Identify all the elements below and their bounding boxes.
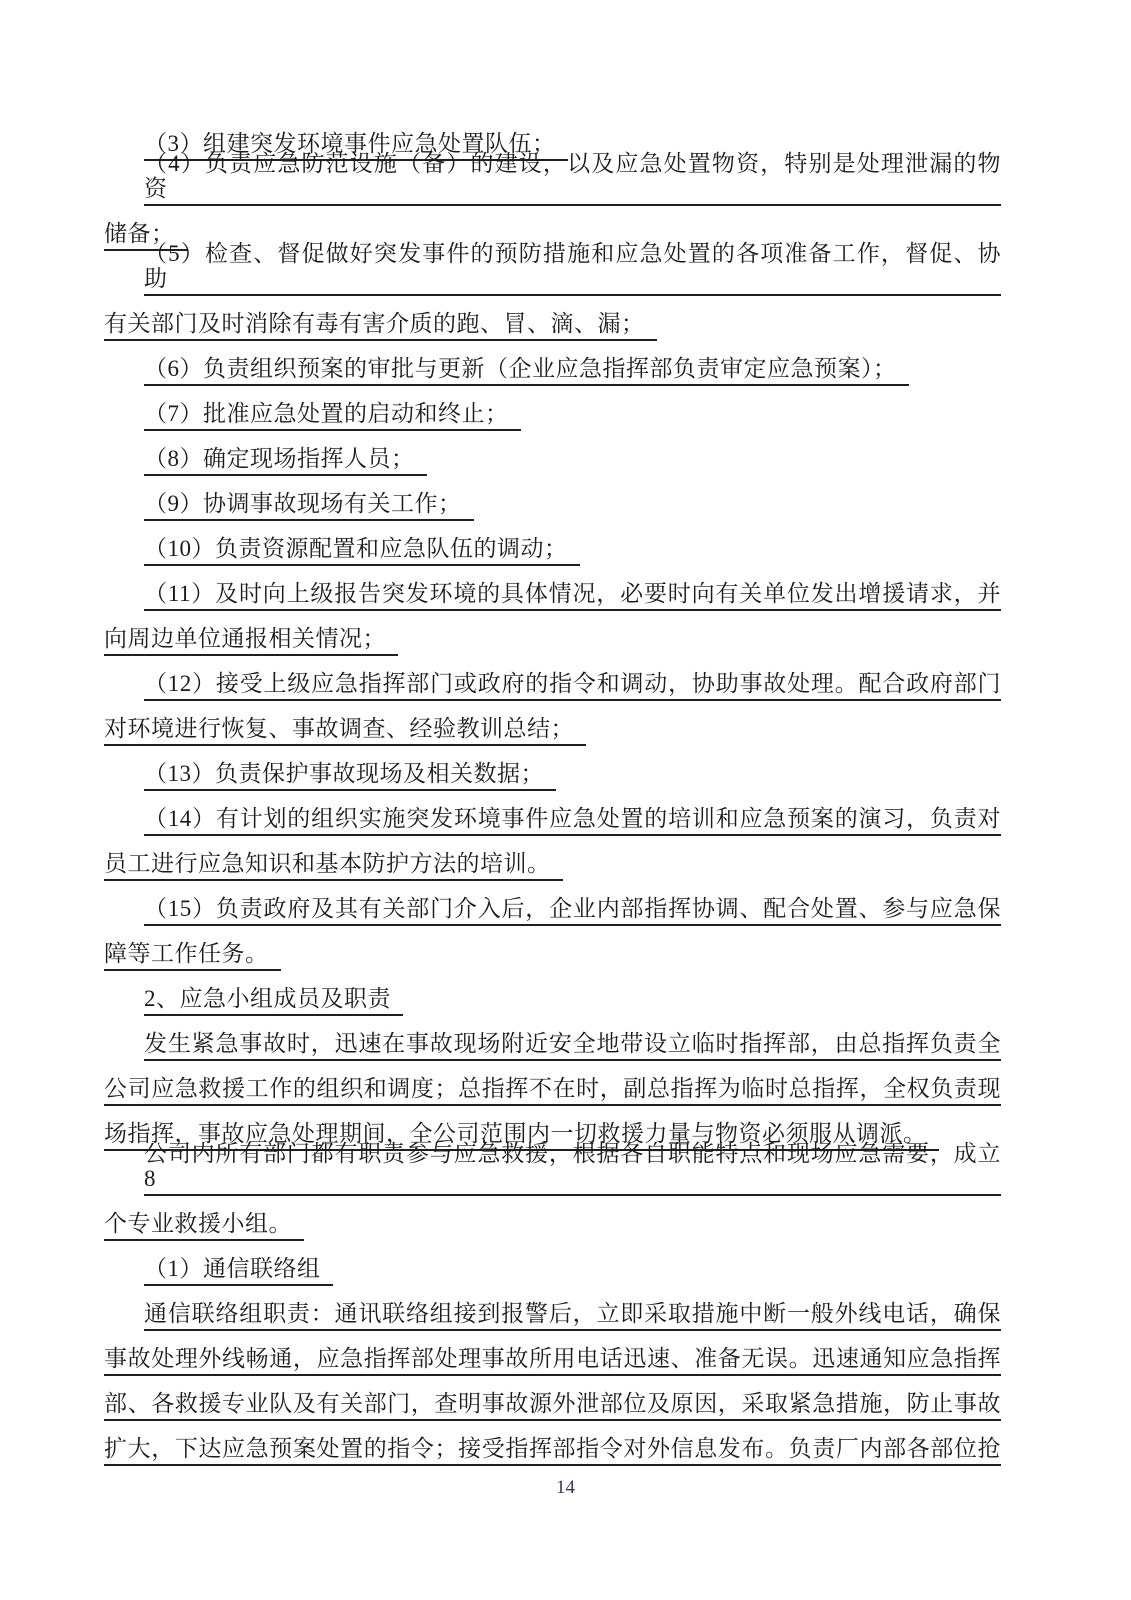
text-line (104, 386, 1001, 431)
text-line (104, 566, 1001, 611)
text-line-content: 事故处理外线畅通，应急指挥部处理事故所用电话迅速、准备无误。迅速通知应急指挥 (104, 1347, 1001, 1376)
text-line-content: （5）检查、督促做好突发事件的预防措施和应急处置的各项准备工作，督促、协助 (144, 242, 1001, 296)
text-line-content: 公司应急救援工作的组织和调度；总指挥不在时，副总指挥为临时总指挥，全权负责现 (104, 1077, 1001, 1106)
text-line-content: （7）批准应急处置的启动和终止； (144, 402, 521, 431)
page-number: 14 (556, 1477, 575, 1498)
text-line-content: 向周边单位通报相关情况； (104, 627, 398, 656)
text-line (104, 656, 1001, 701)
text-line (104, 431, 1001, 476)
text-line-content: （9）协调事故现场有关工作； (144, 492, 474, 521)
text-line-content: 通信联络组职责：通讯联络组接到报警后，立即采取措施中断一般外线电话，确保 (144, 1302, 1001, 1331)
text-line-content: 障等工作任务。 (104, 942, 281, 971)
text-line-content: （15）负责政府及其有关部门介入后，企业内部指挥协调、配合处置、参与应急保 (144, 897, 1001, 926)
text-line-content: （6）负责组织预案的审批与更新（企业应急指挥部负责审定应急预案）； (144, 357, 909, 386)
text-line (104, 521, 1001, 566)
text-line-content: （1）通信联络组 (144, 1257, 333, 1286)
text-line-content: （14）有计划的组织实施突发环境事件应急处置的培训和应急预案的演习，负责对 (144, 807, 1001, 836)
text-line (104, 476, 1001, 521)
text-line (104, 1016, 1001, 1061)
text-line-content: 公司内所有部门都有职责参与应急救援，根据各自职能特点和现场应急需要，成立 8 (144, 1142, 1001, 1196)
text-line-content: 个专业救援小组。 (104, 1212, 304, 1241)
text-line-content: （12）接受上级应急指挥部门或政府的指令和调动，协助事故处理。配合政府部门 (144, 672, 1001, 701)
text-line (104, 1286, 1001, 1331)
text-line-content: （4）负责应急防范设施（备）的建设，以及应急处置物资，特别是处理泄漏的物资 (144, 152, 1001, 206)
text-line (104, 971, 1001, 1016)
text-line (104, 746, 1001, 791)
text-line-content: （13）负责保护事故现场及相关数据； (144, 762, 556, 791)
text-line (104, 1331, 1001, 1376)
text-line (104, 791, 1001, 836)
text-line-content: 员工进行应急知识和基本防护方法的培训。 (104, 852, 563, 881)
text-line-content: 有关部门及时消除有毒有害介质的跑、冒、滴、漏； (104, 312, 657, 341)
text-line (104, 341, 1001, 386)
text-line (104, 881, 1001, 926)
text-line-content: 部、各救援专业队及有关部门，查明事故源外泄部位及原因，采取紧急措施，防止事故 (104, 1392, 1001, 1421)
text-line-content: 场指挥，事故应急处理期间，全公司范围内一切救援力量与物资必须服从调派。 (104, 1122, 939, 1151)
text-line (104, 1376, 1001, 1421)
text-line-content: 扩大，下达应急预案处置的指令；接受指挥部指令对外信息发布。负责厂内部各部位抢 (104, 1437, 1001, 1466)
text-line (104, 701, 1001, 746)
text-line (104, 1141, 1001, 1196)
text-line (104, 296, 1001, 341)
text-line (104, 1421, 1001, 1466)
text-line (104, 1196, 1001, 1241)
text-line-content: 发生紧急事故时，迅速在事故现场附近安全地带设立临时指挥部，由总指挥负责全 (144, 1032, 1001, 1061)
text-line-content: 2、应急小组成员及职责 (144, 987, 403, 1016)
text-line (104, 611, 1001, 656)
text-line-content: 对环境进行恢复、事故调查、经验教训总结； (104, 717, 586, 746)
text-line (104, 836, 1001, 881)
text-line-content: 储备； (104, 222, 187, 251)
text-line (104, 926, 1001, 971)
text-line-content: （11）及时向上级报告突发环境的具体情况，必要时向有关单位发出增援请求，并 (144, 582, 1001, 611)
text-column (104, 116, 1001, 1466)
text-line (104, 151, 1001, 206)
text-line-content: （10）负责资源配置和应急队伍的调动； (144, 537, 580, 566)
text-line (104, 1241, 1001, 1286)
text-line-content: （3）组建突发环境事件应急处置队伍； (144, 132, 568, 161)
text-line (104, 1061, 1001, 1106)
text-line-content: （8）确定现场指挥人员； (144, 447, 427, 476)
text-line (104, 241, 1001, 296)
